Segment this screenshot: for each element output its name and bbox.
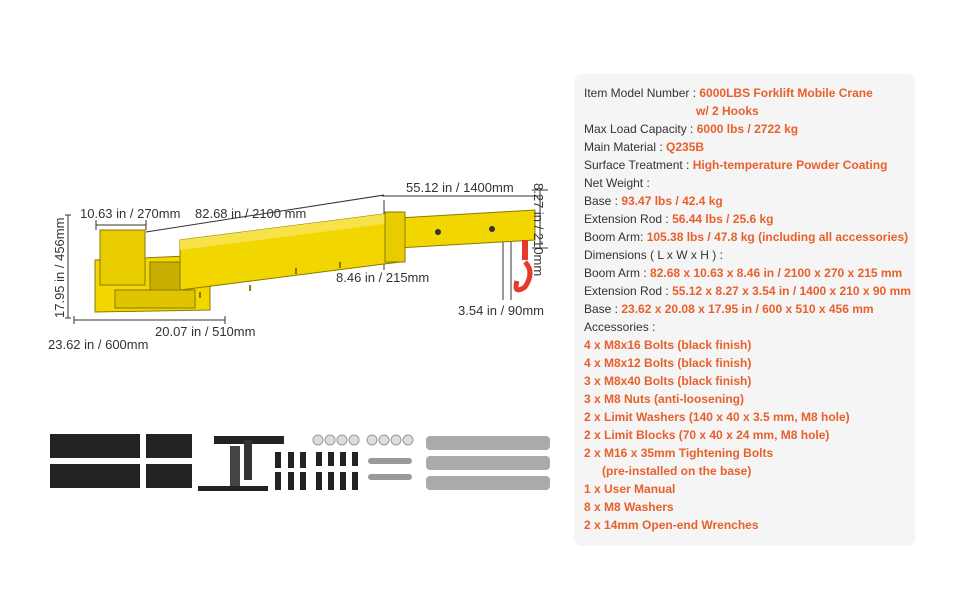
base-height-label: 17.95 in / 456mm — [52, 217, 67, 318]
spec-base-weight: Base : 93.47 lbs / 42.4 kg — [584, 194, 723, 208]
wrenches — [368, 458, 412, 480]
boom-length-label: 82.68 in / 2100 mm — [195, 206, 307, 221]
spec-surface: Surface Treatment : High-temperature Powder Coating — [584, 158, 888, 172]
spec-accessories-header: Accessories : — [584, 320, 656, 334]
accessory-item: 1 x User Manual — [584, 482, 676, 496]
spec-rod-weight: Extension Rod : 56.44 lbs / 25.6 kg — [584, 212, 774, 226]
extension-height-label: 8.27 in / 210mm — [531, 183, 546, 277]
accessory-item: 2 x Limit Washers (140 x 40 x 3.5 mm, M8 hole) — [584, 410, 850, 424]
boom-height-label: 8.46 in / 215mm — [336, 270, 430, 285]
extension-length-label: 55.12 in / 1400mm — [406, 180, 514, 195]
spec-max-load: Max Load Capacity : 6000 lbs / 2722 kg — [584, 122, 799, 136]
tightening-bolts — [198, 436, 284, 491]
accessory-item: 2 x 14mm Open-end Wrenches — [584, 518, 759, 532]
limit-washers — [50, 434, 192, 488]
accessory-item: 2 x Limit Blocks (70 x 40 x 24 mm, M8 hole) — [584, 428, 830, 442]
accessory-item: 8 x M8 Washers — [584, 500, 674, 514]
base-width-label: 20.07 in / 510mm — [155, 324, 256, 339]
base-length-label: 23.62 in / 600mm — [48, 337, 149, 352]
limit-blocks — [426, 436, 550, 490]
accessory-item: 3 x M8x40 Bolts (black finish) — [584, 374, 752, 388]
accessory-item: 3 x M8 Nuts (anti-loosening) — [584, 392, 745, 406]
accessory-item: (pre-installed on the base) — [602, 464, 752, 478]
accessory-item: 4 x M8x12 Bolts (black finish) — [584, 356, 752, 370]
spec-base-dims: Base : 23.62 x 20.08 x 17.95 in / 600 x 510 x 456 mm — [584, 302, 874, 316]
spec-net-weight: Net Weight : — [584, 176, 650, 190]
accessory-item: 4 x M8x16 Bolts (black finish) — [584, 338, 752, 352]
spec-arm-weight: Boom Arm: 105.38 lbs / 47.8 kg (including all accessories) — [584, 230, 909, 244]
accessory-item: 2 x M16 x 35mm Tightening Bolts — [584, 446, 774, 460]
spec-model-2: w/ 2 Hooks — [696, 104, 759, 118]
spec-panel — [574, 74, 915, 546]
extension-width-label: 3.54 in / 90mm — [458, 303, 544, 318]
base-post-width-label: 10.63 in / 270mm — [80, 206, 181, 221]
spec-rod-dims: Extension Rod : 55.12 x 8.27 x 3.54 in / 1400 x 210 x 90 mm — [584, 284, 911, 298]
spec-model: Item Model Number : 6000LBS Forklift Mobile Crane — [584, 86, 873, 100]
spec-dims-header: Dimensions ( L x W x H ) : — [584, 248, 723, 262]
spec-material: Main Material : Q235B — [584, 140, 705, 154]
spec-arm-dims: Boom Arm : 82.68 x 10.63 x 8.46 in / 2100 x 270 x 215 mm — [584, 266, 903, 280]
